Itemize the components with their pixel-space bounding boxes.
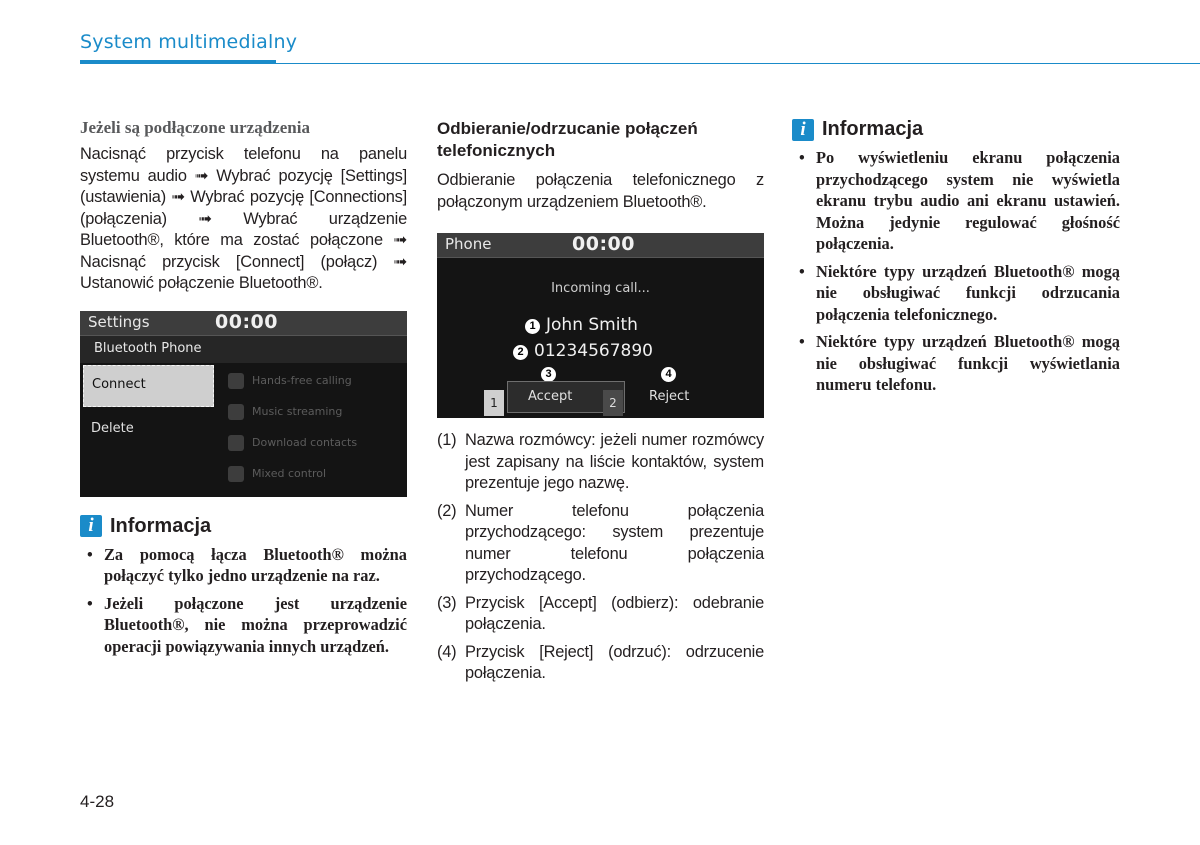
callout-list	[437, 430, 764, 685]
info-bullet: • Za pomocą łącza Bluetooth® można połączyć tylko jedno urządzenie na raz.	[80, 544, 407, 587]
bluetooth-phone-header	[80, 336, 407, 363]
menu-item-music	[228, 404, 342, 420]
marker-2: 2	[513, 345, 528, 360]
info-box-right	[792, 118, 1120, 396]
list-text: Nazwa rozmówcy: jeżeli numer rozmówcy jest zapisany na liście kontaktów, system prezentuje jego nazwę.	[465, 431, 764, 492]
section-heading: Odbieranie/odrzucanie połączeń telefonicznych	[437, 119, 698, 160]
connect-label: Connect	[92, 376, 146, 392]
info-title: Informacja	[110, 514, 212, 537]
connect-button[interactable]	[83, 365, 214, 407]
list-text: Numer telefonu połączenia przychodzącego: system prezentuje numer telefonu połączenia przychodzącego.	[465, 501, 764, 584]
screen-label: Settings	[88, 312, 150, 331]
accept-label: Accept	[528, 389, 573, 404]
screen-label: Phone	[445, 235, 492, 253]
info-icon: i	[792, 119, 814, 141]
caller-number: 01234567890	[534, 341, 653, 361]
column-middle	[437, 118, 764, 691]
list-item	[437, 430, 764, 495]
reject-button[interactable]: Reject	[649, 389, 690, 404]
contacts-icon	[228, 435, 244, 451]
menu-item-label: Hands-free calling	[252, 373, 352, 387]
menu-item-label: Mixed control	[252, 466, 327, 480]
instructions-text: Nacisnąć przycisk telefonu na panelu systemu audio ➟ Wybrać pozycję [Settings] (ustawienia) ➟ Wybrać pozycję [Connections] (połączenia) ➟ Wybrać urządzenie Bluetooth®, które ma zostać połączone ➟ Nacisnąć przycisk [Connect] (połącz) ➟ Ustanowić połączenie Bluetooth®.	[80, 145, 407, 292]
list-item	[437, 501, 764, 587]
list-item	[437, 642, 764, 685]
subheading: Jeżeli są podłączone urządzenia	[80, 118, 310, 137]
section-title: System multimedialny	[80, 31, 298, 53]
info-bullet: • Niektóre typy urządzeń Bluetooth® mogą nie obsługiwać funkcji wyświetlania numeru telefonu.	[792, 331, 1120, 396]
menu-item-mixed	[228, 466, 326, 482]
settings-screen	[80, 311, 407, 497]
info-icon: i	[80, 515, 102, 537]
list-number: (2)	[437, 501, 457, 520]
softkey-2[interactable]: 2	[603, 390, 623, 416]
header-rule	[80, 63, 1200, 64]
info-box-left	[80, 515, 407, 658]
list-number: (4)	[437, 642, 457, 661]
intro-text: Odbieranie połączenia telefonicznego z połączonym urządzeniem Bluetooth®.	[437, 171, 764, 211]
play-icon	[228, 466, 244, 482]
info-title: Informacja	[822, 118, 924, 140]
info-bullet: • Niektóre typy urządzeń Bluetooth® mogą nie obsługiwać funkcji odrzucania połączenia telefonicznego.	[792, 261, 1120, 326]
incoming-call-label: Incoming call...	[551, 281, 650, 296]
info-header	[80, 515, 407, 538]
info-bullet: • Po wyświetleniu ekranu połączenia przychodzącego system nie wyświetla ekranu trybu audio ani ekranu ustawień. Można jedynie regulować głośność połączenia.	[792, 147, 1120, 255]
caller-number-row	[513, 341, 653, 361]
marker-4: 4	[661, 367, 676, 382]
menu-item-hands-free	[228, 373, 352, 389]
list-text: Przycisk [Accept] (odbierz): odebranie połączenia.	[465, 593, 764, 633]
menu-item-label: Download contacts	[252, 435, 358, 449]
info-bullets	[792, 147, 1120, 396]
screen-clock: 00:00	[215, 310, 278, 333]
music-icon	[228, 404, 244, 420]
phone-screen	[437, 233, 764, 418]
bluetooth-phone-label: Bluetooth Phone	[94, 340, 202, 356]
screen-status-bar	[437, 233, 764, 258]
headset-icon	[228, 373, 244, 389]
page-number: 4-28	[80, 792, 115, 811]
menu-item-contacts	[228, 435, 357, 451]
screen-clock: 00:00	[572, 233, 635, 255]
column-right	[792, 118, 1120, 402]
column-left	[80, 118, 407, 663]
marker-1: 1	[525, 319, 540, 334]
list-number: (3)	[437, 593, 457, 612]
caller-name: John Smith	[546, 315, 638, 335]
info-header	[792, 118, 1120, 141]
marker-3: 3	[541, 367, 556, 382]
delete-button[interactable]: Delete	[91, 420, 134, 436]
caller-name-row	[525, 315, 638, 335]
info-bullet: • Jeżeli połączone jest urządzenie Bluetooth®, nie można przeprowadzić operacji powiązywania innych urządzeń.	[80, 593, 407, 658]
screen-status-bar	[80, 311, 407, 336]
list-number: (1)	[437, 431, 457, 449]
list-item	[437, 593, 764, 636]
list-text: Przycisk [Reject] (odrzuć): odrzucenie połączenia.	[465, 642, 764, 682]
menu-item-label: Music streaming	[252, 404, 343, 418]
softkey-1[interactable]: 1	[484, 390, 504, 416]
info-bullets	[80, 544, 407, 658]
